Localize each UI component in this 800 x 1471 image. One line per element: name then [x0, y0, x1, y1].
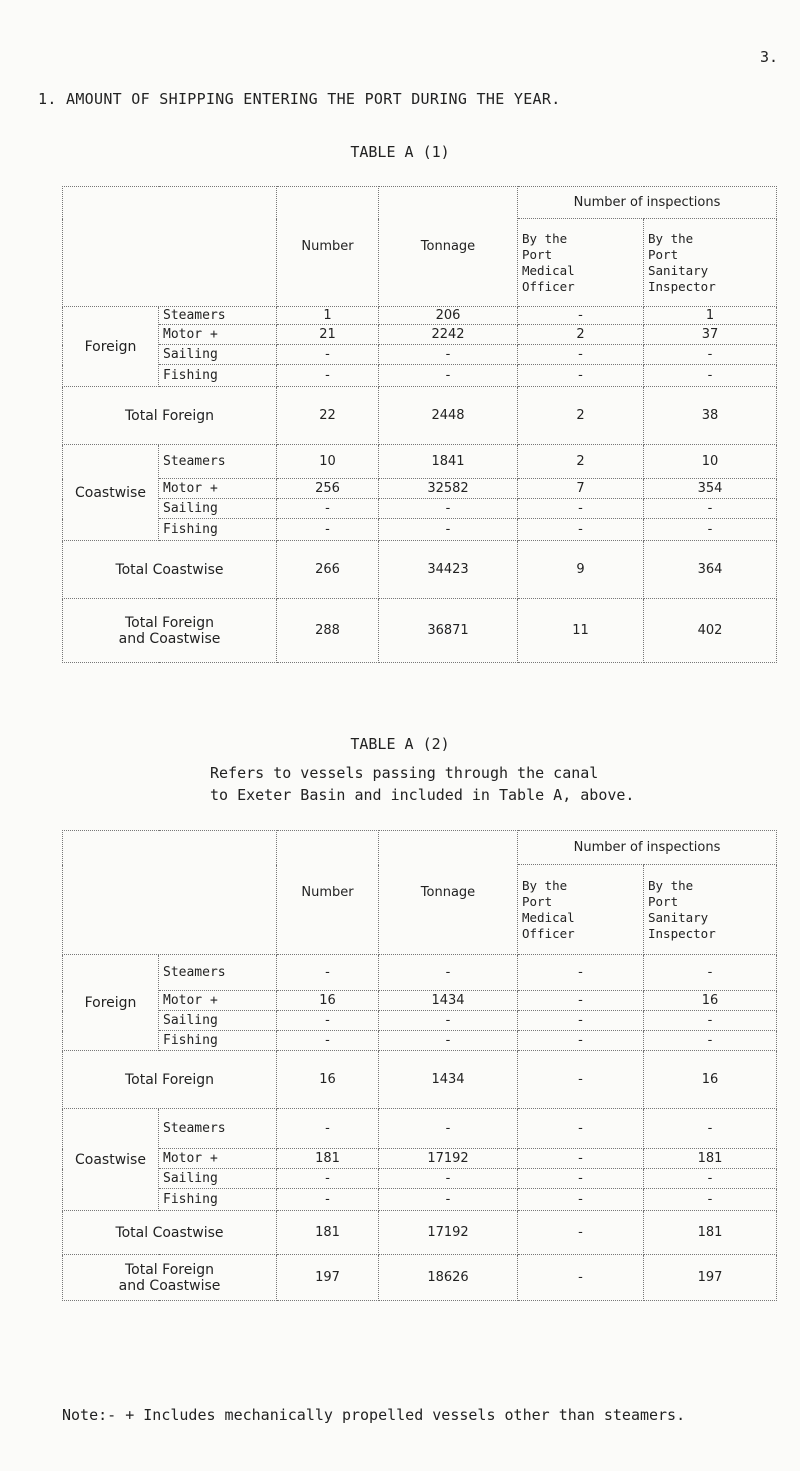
foreign-label: Foreign — [63, 307, 159, 387]
tonnage-cell: 2448 — [379, 387, 518, 445]
coastwise-label: Coastwise — [63, 1109, 159, 1211]
psi-cell: 38 — [644, 387, 777, 445]
foreign-row — [63, 365, 777, 387]
foreign-label: Foreign — [63, 955, 159, 1051]
pmo-cell: - — [518, 499, 644, 519]
col-pmo-line: Port — [522, 246, 553, 262]
col-inspections-header: Number of inspections — [518, 831, 777, 865]
col-pmo-header — [518, 865, 644, 955]
number-cell: 22 — [277, 387, 379, 445]
number-cell: 256 — [277, 479, 379, 499]
col-number-header: Number — [277, 831, 379, 955]
vessel-type: Steamers — [159, 1109, 277, 1149]
vessel-type: Fishing — [159, 1189, 277, 1211]
col-pmo-line: By the — [522, 877, 568, 893]
col-pmo-line: Officer — [522, 925, 575, 941]
psi-cell: - — [644, 365, 777, 387]
psi-cell: - — [644, 1109, 777, 1149]
number-cell: - — [277, 1109, 379, 1149]
col-pmo-line: Port — [522, 893, 553, 909]
table2 — [62, 830, 777, 1301]
vessel-type: Sailing — [159, 1011, 277, 1031]
tonnage-cell: 18626 — [379, 1255, 518, 1301]
col-psi-line: By the — [648, 230, 694, 246]
grand-total-label — [63, 599, 277, 663]
coastwise-row — [63, 499, 777, 519]
coastwise-row — [63, 479, 777, 499]
foreign-row — [63, 955, 777, 991]
pmo-cell: - — [518, 1149, 644, 1169]
psi-cell: 181 — [644, 1211, 777, 1255]
pmo-cell: - — [518, 1051, 644, 1109]
col-tonnage-header: Tonnage — [379, 187, 518, 307]
pmo-cell: 11 — [518, 599, 644, 663]
number-cell: - — [277, 345, 379, 365]
number-cell: 21 — [277, 325, 379, 345]
tonnage-cell: 206 — [379, 307, 518, 325]
col-psi-header — [644, 865, 777, 955]
vessel-type: Sailing — [159, 345, 277, 365]
number-cell: 266 — [277, 541, 379, 599]
grand-total-label-line1: Total Foreign — [125, 614, 214, 631]
psi-cell: 197 — [644, 1255, 777, 1301]
tonnage-cell: - — [379, 499, 518, 519]
number-cell: 181 — [277, 1149, 379, 1169]
pmo-cell: - — [518, 307, 644, 325]
pmo-cell: - — [518, 955, 644, 991]
psi-cell: - — [644, 1031, 777, 1051]
vessel-type: Fishing — [159, 365, 277, 387]
pmo-cell: - — [518, 1031, 644, 1051]
pmo-cell: - — [518, 365, 644, 387]
vessel-type: Motor + — [159, 1149, 277, 1169]
section-heading: 1. AMOUNT OF SHIPPING ENTERING THE PORT DURING THE YEAR. — [38, 90, 561, 108]
psi-cell: 1 — [644, 307, 777, 325]
coastwise-label: Coastwise — [63, 445, 159, 541]
total-foreign-row — [63, 387, 777, 445]
header-blank — [63, 187, 277, 307]
number-cell: 1 — [277, 307, 379, 325]
col-psi-line: Port — [648, 246, 679, 262]
psi-cell: 16 — [644, 1051, 777, 1109]
tonnage-cell: - — [379, 1031, 518, 1051]
grand-total-row — [63, 1255, 777, 1301]
vessel-type: Steamers — [159, 445, 277, 479]
number-cell: 288 — [277, 599, 379, 663]
number-cell: 10 — [277, 445, 379, 479]
tonnage-cell: 36871 — [379, 599, 518, 663]
col-pmo-line: Officer — [522, 278, 575, 294]
total-foreign-row — [63, 1051, 777, 1109]
foreign-row — [63, 345, 777, 365]
tonnage-cell: - — [379, 955, 518, 991]
tonnage-cell: 34423 — [379, 541, 518, 599]
number-cell: - — [277, 955, 379, 991]
number-cell: - — [277, 1011, 379, 1031]
col-pmo-line: Medical — [522, 262, 575, 278]
psi-cell: 181 — [644, 1149, 777, 1169]
total-foreign-label: Total Foreign — [63, 1051, 277, 1109]
col-pmo-header — [518, 219, 644, 307]
number-cell: 181 — [277, 1211, 379, 1255]
col-psi-line: Sanitary — [648, 909, 709, 925]
col-psi-line: Inspector — [648, 278, 716, 294]
grand-total-label — [63, 1255, 277, 1301]
col-inspections-header: Number of inspections — [518, 187, 777, 219]
psi-cell: - — [644, 499, 777, 519]
psi-cell: - — [644, 345, 777, 365]
vessel-type: Motor + — [159, 479, 277, 499]
foreign-row — [63, 325, 777, 345]
coastwise-row — [63, 1149, 777, 1169]
total-foreign-label: Total Foreign — [63, 387, 277, 445]
footnote: Note:- + Includes mechanically propelled vessels other than steamers. — [62, 1406, 686, 1424]
pmo-cell: - — [518, 1109, 644, 1149]
table2-note-line2: to Exeter Basin and included in Table A, above. — [210, 786, 635, 804]
pmo-cell: 2 — [518, 387, 644, 445]
vessel-type: Motor + — [159, 991, 277, 1011]
coastwise-row — [63, 519, 777, 541]
header-blank — [63, 831, 277, 955]
foreign-row — [63, 307, 777, 325]
pmo-cell: - — [518, 519, 644, 541]
psi-cell: 354 — [644, 479, 777, 499]
page-number: 3. — [760, 48, 779, 66]
pmo-cell: - — [518, 1169, 644, 1189]
grand-total-row — [63, 599, 777, 663]
col-psi-line: Inspector — [648, 925, 716, 941]
psi-cell: 16 — [644, 991, 777, 1011]
number-cell: - — [277, 365, 379, 387]
table1 — [62, 186, 777, 663]
vessel-type: Fishing — [159, 519, 277, 541]
tonnage-cell: - — [379, 345, 518, 365]
pmo-cell: - — [518, 1211, 644, 1255]
psi-cell: - — [644, 1011, 777, 1031]
number-cell: 16 — [277, 1051, 379, 1109]
coastwise-row — [63, 1189, 777, 1211]
vessel-type: Fishing — [159, 1031, 277, 1051]
grand-total-label-line2: and Coastwise — [118, 1277, 221, 1294]
psi-cell: 402 — [644, 599, 777, 663]
number-cell: - — [277, 1169, 379, 1189]
table2-note-line1: Refers to vessels passing through the canal — [210, 764, 599, 782]
vessel-type: Sailing — [159, 499, 277, 519]
pmo-cell: 7 — [518, 479, 644, 499]
total-coastwise-label: Total Coastwise — [63, 1211, 277, 1255]
number-cell: - — [277, 1189, 379, 1211]
coastwise-row — [63, 1109, 777, 1149]
number-cell: - — [277, 1031, 379, 1051]
pmo-cell: 2 — [518, 325, 644, 345]
col-psi-line: By the — [648, 877, 694, 893]
tonnage-cell: 1841 — [379, 445, 518, 479]
tonnage-cell: - — [379, 1109, 518, 1149]
pmo-cell: - — [518, 1189, 644, 1211]
tonnage-cell: - — [379, 1169, 518, 1189]
foreign-row — [63, 991, 777, 1011]
table2-title: TABLE A (2) — [350, 735, 450, 753]
tonnage-cell: 2242 — [379, 325, 518, 345]
grand-total-label-line2: and Coastwise — [118, 630, 221, 647]
pmo-cell: - — [518, 345, 644, 365]
tonnage-cell: - — [379, 1189, 518, 1211]
foreign-row — [63, 1031, 777, 1051]
tonnage-cell: 1434 — [379, 1051, 518, 1109]
vessel-type: Steamers — [159, 307, 277, 325]
coastwise-row — [63, 445, 777, 479]
total-coastwise-label: Total Coastwise — [63, 541, 277, 599]
total-coastwise-row — [63, 1211, 777, 1255]
tonnage-cell: - — [379, 519, 518, 541]
number-cell: - — [277, 519, 379, 541]
tonnage-cell: - — [379, 1011, 518, 1031]
col-tonnage-header: Tonnage — [379, 831, 518, 955]
pmo-cell: - — [518, 991, 644, 1011]
pmo-cell: 9 — [518, 541, 644, 599]
psi-cell: 364 — [644, 541, 777, 599]
coastwise-row — [63, 1169, 777, 1189]
col-number-header: Number — [277, 187, 379, 307]
number-cell: 197 — [277, 1255, 379, 1301]
psi-cell: 10 — [644, 445, 777, 479]
psi-cell: - — [644, 519, 777, 541]
vessel-type: Motor + — [159, 325, 277, 345]
foreign-row — [63, 1011, 777, 1031]
tonnage-cell: - — [379, 365, 518, 387]
pmo-cell: - — [518, 1011, 644, 1031]
tonnage-cell: 17192 — [379, 1149, 518, 1169]
col-psi-line: Port — [648, 893, 679, 909]
pmo-cell: - — [518, 1255, 644, 1301]
vessel-type: Sailing — [159, 1169, 277, 1189]
psi-cell: - — [644, 1189, 777, 1211]
col-pmo-line: Medical — [522, 909, 575, 925]
total-coastwise-row — [63, 541, 777, 599]
tonnage-cell: 1434 — [379, 991, 518, 1011]
col-psi-header — [644, 219, 777, 307]
number-cell: - — [277, 499, 379, 519]
number-cell: 16 — [277, 991, 379, 1011]
vessel-type: Steamers — [159, 955, 277, 991]
col-pmo-line: By the — [522, 230, 568, 246]
psi-cell: 37 — [644, 325, 777, 345]
col-psi-line: Sanitary — [648, 262, 709, 278]
table1-title: TABLE A (1) — [350, 143, 450, 161]
tonnage-cell: 17192 — [379, 1211, 518, 1255]
psi-cell: - — [644, 1169, 777, 1189]
psi-cell: - — [644, 955, 777, 991]
tonnage-cell: 32582 — [379, 479, 518, 499]
grand-total-label-line1: Total Foreign — [125, 1261, 214, 1278]
pmo-cell: 2 — [518, 445, 644, 479]
